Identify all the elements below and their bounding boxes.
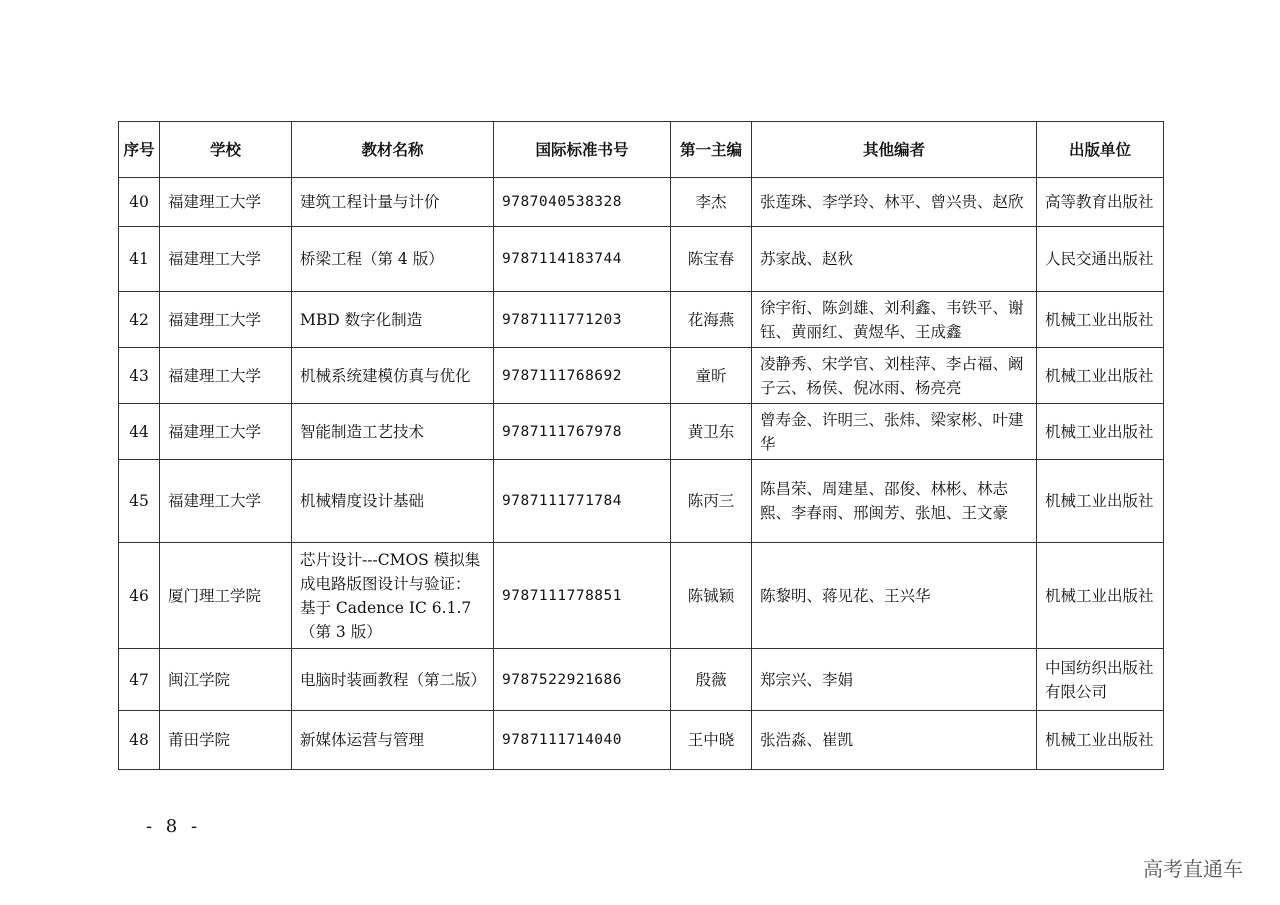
table-header-row bbox=[119, 122, 1164, 178]
cell-school: 福建理工大学 bbox=[160, 178, 292, 227]
table-row bbox=[119, 460, 1164, 543]
cell-isbn: 9787111767978 bbox=[494, 404, 671, 460]
cell-other-editors: 徐宇衔、陈剑雄、刘利鑫、韦铁平、谢钰、黄丽红、黄煜华、王成鑫 bbox=[752, 292, 1037, 348]
table-row bbox=[119, 227, 1164, 292]
cell-publisher: 机械工业出版社 bbox=[1037, 543, 1164, 649]
cell-title: 建筑工程计量与计价 bbox=[292, 178, 494, 227]
header-isbn: 国际标准书号 bbox=[494, 122, 671, 178]
cell-seq: 44 bbox=[119, 404, 160, 460]
cell-other-editors: 凌静秀、宋学官、刘桂萍、李占福、阚子云、杨侯、倪冰雨、杨亮亮 bbox=[752, 348, 1037, 404]
cell-other-editors: 郑宗兴、李娟 bbox=[752, 649, 1037, 711]
cell-title: 芯片设计---CMOS 模拟集成电路版图设计与验证：基于 Cadence IC 6.1.7（第 3 版） bbox=[292, 543, 494, 649]
cell-seq: 46 bbox=[119, 543, 160, 649]
cell-seq: 45 bbox=[119, 460, 160, 543]
cell-school: 厦门理工学院 bbox=[160, 543, 292, 649]
cell-publisher: 中国纺织出版社有限公司 bbox=[1037, 649, 1164, 711]
table-row bbox=[119, 348, 1164, 404]
cell-first-editor: 黄卫东 bbox=[671, 404, 752, 460]
cell-first-editor: 王中晓 bbox=[671, 711, 752, 770]
cell-publisher: 人民交通出版社 bbox=[1037, 227, 1164, 292]
cell-title: 电脑时装画教程（第二版） bbox=[292, 649, 494, 711]
cell-isbn: 9787111771784 bbox=[494, 460, 671, 543]
table-row bbox=[119, 292, 1164, 348]
cell-isbn: 9787111714040 bbox=[494, 711, 671, 770]
cell-title: 机械系统建模仿真与优化 bbox=[292, 348, 494, 404]
header-publisher: 出版单位 bbox=[1037, 122, 1164, 178]
cell-seq: 40 bbox=[119, 178, 160, 227]
cell-first-editor: 李杰 bbox=[671, 178, 752, 227]
table-row bbox=[119, 178, 1164, 227]
cell-school: 福建理工大学 bbox=[160, 460, 292, 543]
cell-school: 福建理工大学 bbox=[160, 404, 292, 460]
cell-isbn: 9787114183744 bbox=[494, 227, 671, 292]
cell-isbn: 9787040538328 bbox=[494, 178, 671, 227]
cell-school: 福建理工大学 bbox=[160, 227, 292, 292]
table-row bbox=[119, 649, 1164, 711]
cell-first-editor: 陈丙三 bbox=[671, 460, 752, 543]
header-first-editor: 第一主编 bbox=[671, 122, 752, 178]
cell-isbn: 9787111771203 bbox=[494, 292, 671, 348]
page-number: - 8 - bbox=[146, 816, 202, 837]
cell-seq: 41 bbox=[119, 227, 160, 292]
cell-seq: 42 bbox=[119, 292, 160, 348]
cell-other-editors: 苏家战、赵秋 bbox=[752, 227, 1037, 292]
cell-isbn: 9787111778851 bbox=[494, 543, 671, 649]
table-row bbox=[119, 543, 1164, 649]
cell-first-editor: 花海燕 bbox=[671, 292, 752, 348]
cell-school: 莆田学院 bbox=[160, 711, 292, 770]
cell-isbn: 9787522921686 bbox=[494, 649, 671, 711]
cell-publisher: 机械工业出版社 bbox=[1037, 348, 1164, 404]
cell-seq: 48 bbox=[119, 711, 160, 770]
cell-other-editors: 曾寿金、许明三、张炜、梁家彬、叶建华 bbox=[752, 404, 1037, 460]
cell-other-editors: 张浩淼、崔凯 bbox=[752, 711, 1037, 770]
watermark-text: 高考直通车 bbox=[1143, 857, 1243, 881]
header-other-editors: 其他编者 bbox=[752, 122, 1037, 178]
header-seq: 序号 bbox=[119, 122, 160, 178]
cell-title: MBD 数字化制造 bbox=[292, 292, 494, 348]
cell-title: 桥梁工程（第 4 版） bbox=[292, 227, 494, 292]
cell-publisher: 高等教育出版社 bbox=[1037, 178, 1164, 227]
cell-publisher: 机械工业出版社 bbox=[1037, 292, 1164, 348]
cell-publisher: 机械工业出版社 bbox=[1037, 460, 1164, 543]
textbook-table bbox=[118, 121, 1164, 770]
table-row bbox=[119, 711, 1164, 770]
cell-other-editors: 张莲珠、李学玲、林平、曾兴贵、赵欣 bbox=[752, 178, 1037, 227]
cell-title: 新媒体运营与管理 bbox=[292, 711, 494, 770]
cell-first-editor: 童昕 bbox=[671, 348, 752, 404]
cell-school: 福建理工大学 bbox=[160, 348, 292, 404]
cell-publisher: 机械工业出版社 bbox=[1037, 711, 1164, 770]
cell-seq: 43 bbox=[119, 348, 160, 404]
header-title: 教材名称 bbox=[292, 122, 494, 178]
header-school: 学校 bbox=[160, 122, 292, 178]
cell-first-editor: 陈宝春 bbox=[671, 227, 752, 292]
cell-school: 闽江学院 bbox=[160, 649, 292, 711]
cell-seq: 47 bbox=[119, 649, 160, 711]
cell-other-editors: 陈黎明、蒋见花、王兴华 bbox=[752, 543, 1037, 649]
cell-title: 机械精度设计基础 bbox=[292, 460, 494, 543]
cell-school: 福建理工大学 bbox=[160, 292, 292, 348]
cell-first-editor: 殷薇 bbox=[671, 649, 752, 711]
cell-isbn: 9787111768692 bbox=[494, 348, 671, 404]
cell-first-editor: 陈铖颖 bbox=[671, 543, 752, 649]
cell-other-editors: 陈昌荣、周建星、邵俊、林彬、林志熙、李春雨、邢闽芳、张旭、王文豪 bbox=[752, 460, 1037, 543]
cell-title: 智能制造工艺技术 bbox=[292, 404, 494, 460]
cell-publisher: 机械工业出版社 bbox=[1037, 404, 1164, 460]
table-row bbox=[119, 404, 1164, 460]
